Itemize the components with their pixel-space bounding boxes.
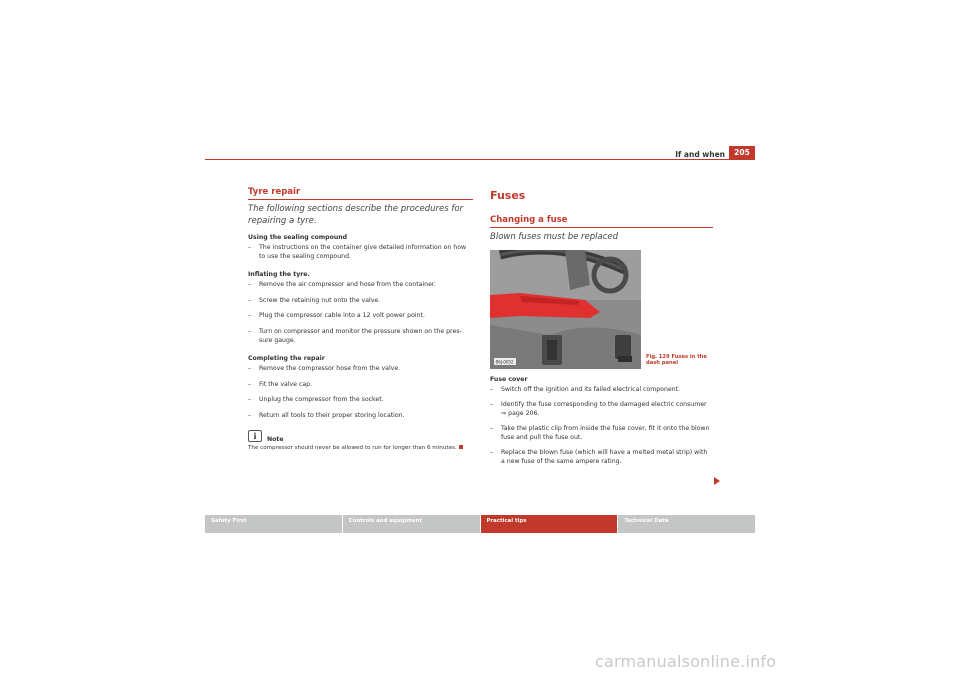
list-item: – Remove the air compressor and hose from the container. [248,281,436,289]
list-item: – Take the plastic clip from inside the fuse cover, fit it onto the blown fuse and pull the fuse out. [490,425,710,441]
tab-safety-first[interactable]: Safety First [205,515,342,533]
section-title-tyre-repair: Tyre repair [248,187,473,200]
watermark: carmanualsonline.info [595,652,777,671]
figure-code: B6J-0052 [495,359,514,364]
note-label: Note [267,435,284,443]
tab-controls-equipment[interactable]: Controls and equipment [342,515,480,533]
note-icon: i [248,430,262,442]
list-item: – Return all tools to their proper storing location. [248,411,405,419]
running-header-title: If and when [675,150,725,159]
subhead-sealing-compound: Using the sealing compound [248,234,348,241]
tyre-repair-column [248,187,473,451]
subhead-fuse-cover: Fuse cover [490,375,528,383]
subhead-completing: Completing the repair [248,355,325,363]
list-item: – Screw the retaining nut onto the valve. [248,296,381,304]
figure-block [490,250,713,369]
tyre-repair-intro: The following sections describe the procedures for repairing a tyre. [248,204,464,226]
list-item: – Unplug the compressor from the socket. [248,396,384,404]
list-item: – Switch off the ignition and its failed electrical component. [490,385,680,393]
tab-technical-data[interactable]: Technical Data [617,515,755,533]
list-item: – Identify the fuse corresponding to the damaged electric consumer ⇒ page 206. [490,401,707,417]
note-header [248,430,473,443]
page-number-badge: 205 [729,146,755,160]
list-item: – Remove the compressor hose from the valve. [248,365,401,373]
chapter-nav [205,515,755,533]
fuse-panel-figure [490,250,641,369]
list-item: – The instructions on the container give detailed information on how to use the sealing compound. [248,244,467,260]
fuses-column [490,187,713,467]
list-item: – Turn on compressor and monitor the pressure shown on the pres- sure gauge. [248,327,462,344]
changing-fuse-intro: Blown fuses must be replaced [490,232,619,242]
section-end-icon [459,445,463,449]
section-title-changing-fuse: Changing a fuse [490,215,713,228]
tab-practical-tips[interactable]: Practical tips [480,515,618,533]
subhead-inflating: Inflating the tyre. [248,271,310,279]
header-rule [205,159,755,160]
note-text: The compressor should never be allowed to run for longer than 6 minutes. [248,445,473,451]
continue-arrow-icon [714,477,720,485]
list-item: – Fit the valve cap. [248,380,313,388]
figure-caption: Fig. 129 Fuses in the dash panel [646,353,707,366]
chapter-title-fuses: Fuses [490,189,526,202]
dash-panel-illustration [490,250,641,369]
list-item: – Replace the blown fuse (which will have a melted metal strip) with a new fuse of the same ampere rating. [490,449,708,466]
list-item: – Plug the compressor cable into a 12 volt power point. [248,312,425,320]
